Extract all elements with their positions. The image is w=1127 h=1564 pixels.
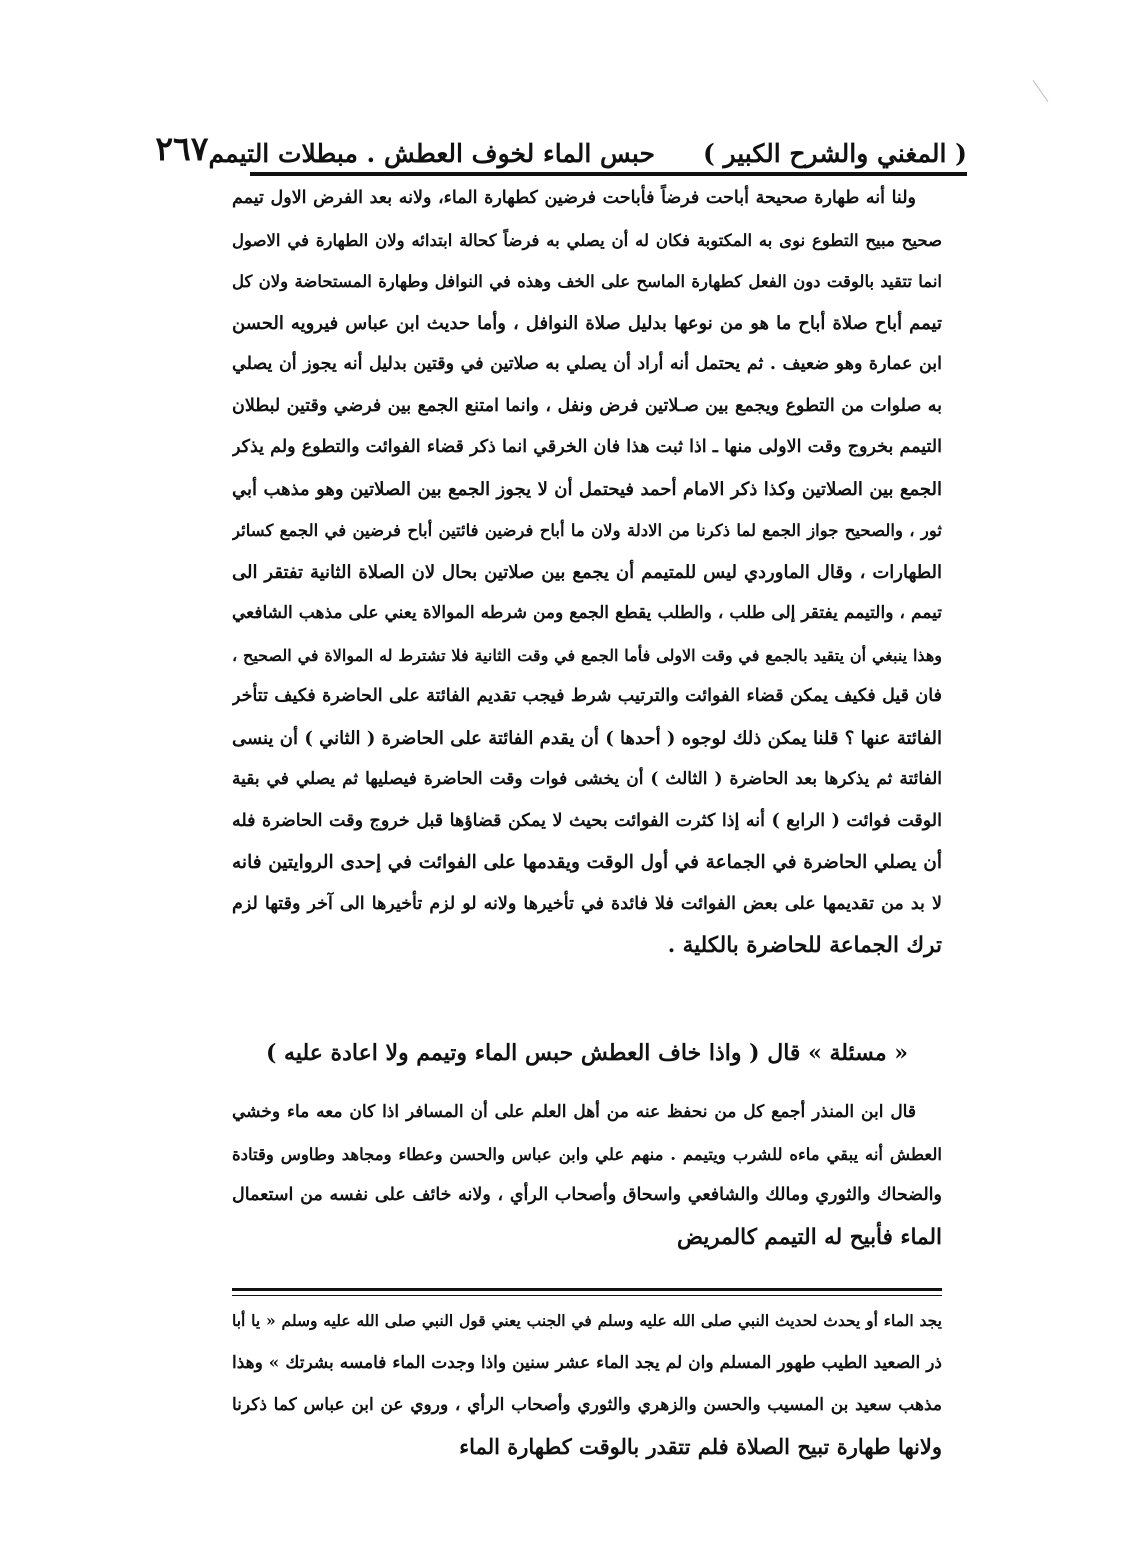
text-line: التيمم بخروج وقت الاولى منها ـ اذا ثبت هذا فان الخرقي انما ذكر قضاء الفوائت والتطوع ولم يذكر — [232, 437, 942, 457]
text-line: الفائتة ثم يذكرها بعد الحاضرة ( الثالث ) أن يخشى فوات وقت الحاضرة فيصليها ثم يصلي في بقية — [232, 769, 942, 789]
text-line: الفائتة عنها ؟ قلنا يمكن ذلك لوجوه ( أحدها ) أن يقدم الفائتة على الحاضرة ( الثاني ) أن ينسى — [232, 727, 942, 749]
text-line: أن يصلي الحاضرة في الجماعة في أول الوقت ويقدمها على الفوائت في إحدى الروايتين فانه — [232, 852, 942, 873]
footnote-line: يجد الماء أو يحدث لحديث النبي صلى الله عليه وسلم في الجنب يعني قول النبي صلى الله عليه وسلم « يا أبا — [232, 1311, 942, 1330]
footnote-line: ولانها طهارة تبيح الصلاة فلم تتقدر بالوقت كطهارة الماء — [459, 1434, 942, 1459]
scan-mark — [1033, 80, 1049, 102]
text-line: فان قيل فكيف يمكن قضاء الفوائت والترتيب شرط فيجب تقديم الفائتة على الحاضرة فكيف تتأخر — [232, 686, 942, 706]
text-line: ثور ، والصحيح جواز الجمع لما ذكرنا من الادلة ولان ما أباح فرضين فائتين أباح فرضين في الجمع كسائر — [232, 521, 942, 540]
running-header — [155, 122, 967, 176]
footnote-divider — [232, 1288, 942, 1291]
section-text — [232, 1092, 942, 1258]
page-topic: حبس الماء لخوف العطش . مبطلات التيمم — [208, 139, 655, 168]
text-line: والضحاك والثوري ومالك والشافعي واسحاق وأصحاب الرأي ، ولانه خائف على نفسه من استعمال — [232, 1185, 942, 1205]
text-line: قال ابن المنذر أجمع كل من نحفظ عنه من أهل العلم على أن المسافر اذا كان معه ماء وخشي — [232, 1102, 916, 1122]
footnote-line: ذر الصعيد الطيب طهور المسلم وان لم يجد الماء عشر سنين واذا وجدت الماء فامسه بشرتك » وهذا — [232, 1353, 942, 1373]
text-line: الوقت فوائت ( الرابع ) أنه إذا كثرت الفوائت بحيث لا يمكن قضاؤها قبل خروج وقت الحاضرة فله — [232, 810, 942, 831]
text-line: لا بد من تقديمها على بعض الفوائت فلا فائدة في تأخيرها ولانه لو لزم تأخيرها الى آخر وقتها لزم — [232, 893, 942, 914]
page-number: ٢٦٧ — [155, 129, 209, 168]
text-line: ابن عمارة وهو ضعيف . ثم يحتمل أنه أراد أن يصلي به صلاتين في وقتين بدليل أنه يجوز أن يصلي — [232, 354, 942, 374]
text-line: الماء فأبيح له التيمم كالمريض — [676, 1224, 942, 1250]
text-line: تيمم أباح صلاة أباح ما هو من نوعها بدليل صلاة النوافل ، وأما حديث ابن عباس فيرويه الحسن — [232, 312, 942, 334]
main-text — [232, 178, 942, 967]
text-line: ترك الجماعة للحاضرة بالكلية . — [667, 933, 942, 958]
footnote-line: مذهب سعيد بن المسيب والحسن والزهري والثوري وأصحاب الرأي ، وروي عن ابن عباس كما ذكرنا — [232, 1395, 942, 1415]
footnote-divider-thin — [232, 1295, 942, 1296]
text-line: العطش أنه يبقي ماءه للشرب ويتيمم . منهم علي وابن عباس والحسن وعطاء ومجاهد وطاوس وقتادة — [232, 1144, 942, 1164]
text-line: الجمع بين الصلاتين وكذا ذكر الامام أحمد فيحتمل أن لا يجوز الجمع بين الصلاتين وهو مذهب أبي — [232, 478, 942, 500]
book-title: ( المغني والشرح الكبير ) — [702, 139, 967, 168]
text-line: صحيح مبيح التطوع نوى به المكتوبة فكان له أن يصلي به فرضاً كحالة ابتدائه ولان الطهارة في الاصول — [232, 230, 942, 250]
text-line: تيمم ، والتيمم يفتقر إلى طلب ، والطلب يقطع الجمع ومن شرطه الموالاة يعني على مذهب الشافعي — [232, 603, 942, 623]
text-line: به صلوات من التطوع ويجمع بين صـلاتين فرض ونفل ، وانما امتنع الجمع بين فرضي وقتين لبطلان — [232, 395, 942, 416]
footnote-text — [232, 1300, 942, 1468]
text-line: الطهارات ، وقال الماوردي ليس للمتيمم أن يجمع بين صلاتين بحال لان الصلاة الثانية تفتقر الى — [232, 561, 942, 583]
text-line: ولنا أنه طهارة صحيحة أباحت فرضاً فأباحت فرضين كطهارة الماء، ولانه بعد الفرض الاول تيمم — [232, 188, 916, 208]
text-line: وهذا ينبغي أن يتقيد بالجمع في وقت الاولى فأما الجمع في وقت الثانية فلا تشترط له الموالاة في الصحيح ، — [232, 645, 942, 665]
text-line: انما تتقيد بالوقت دون الفعل كطهارة الماسح على الخف وهذه في النوافل وطهارة المستحاضة ولان كل — [232, 272, 942, 291]
masalah-heading: « مسئلة » قال ( واذا خاف العطش حبس الماء وتيمم ولا اعادة عليه ) — [265, 1040, 909, 1066]
